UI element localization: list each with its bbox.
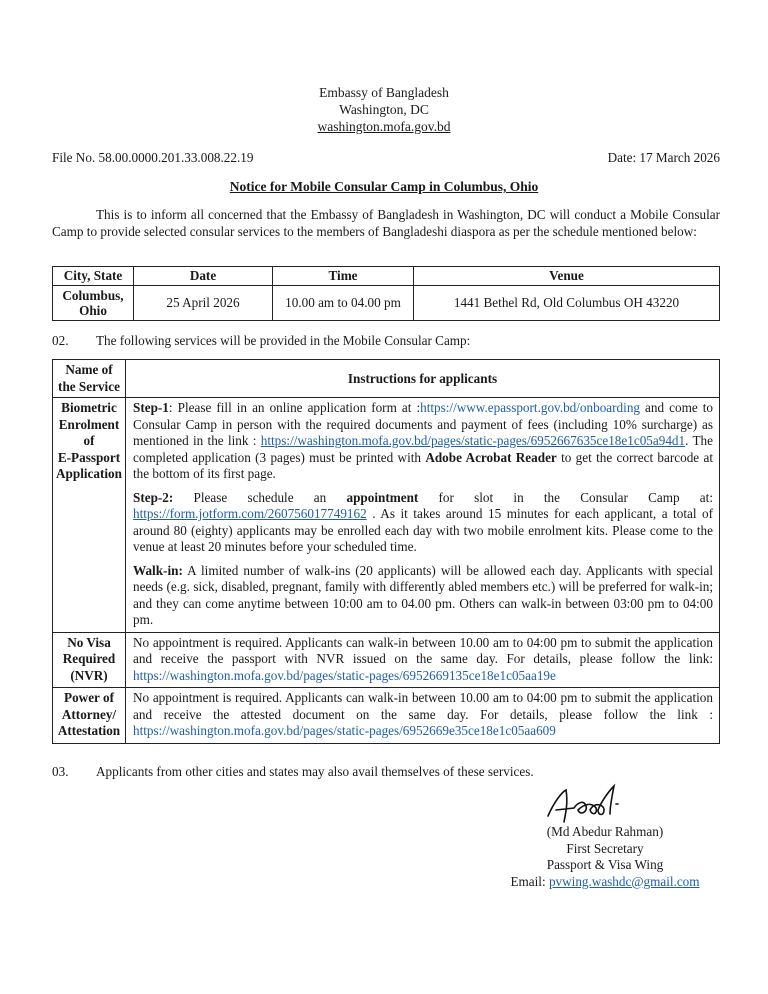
service-name-line: (NVR) — [70, 667, 108, 683]
signatory-title: First Secretary — [566, 840, 644, 856]
step-1-text: to get the correct barcode at the bottom of its first page. — [133, 449, 713, 481]
step-2 — [133, 490, 713, 556]
walk-in — [133, 563, 713, 629]
schedule-table — [52, 266, 720, 321]
service-row-poa — [53, 688, 720, 744]
cell-date: 25 April 2026 — [134, 286, 273, 321]
acrobat-reader-text: Adobe Acrobat Reader — [425, 449, 557, 465]
service-row-epassport — [53, 398, 720, 633]
step-1-text: : Please fill in an online application form at : — [168, 400, 421, 415]
header-service-name: Name of the Service — [53, 360, 126, 398]
signatory-wing: Passport & Visa Wing — [546, 857, 664, 872]
nvr-text: No appointment is required. Applicants can walk-in between 10.00 am to 04:00 pm to submit the application and receive the passport with NVR issued on the same day. For details, please follow the link: — [133, 634, 713, 666]
service-name-line: Attestation — [57, 723, 121, 738]
embassy-website-link[interactable]: washington.mofa.gov.bd — [317, 119, 451, 134]
notice-subject: Notice for Mobile Consular Camp in Columbus, Ohio — [229, 179, 539, 194]
appointment-text: appointment — [346, 489, 419, 505]
service-name-line: Application — [56, 466, 122, 481]
step-2-text: for slot in the Consular Camp at: — [418, 489, 713, 505]
step-1-text: and come to Consular Camp in person with the required documents and payment of fees (including 10% surcharge) as mentioned in the link : — [133, 400, 714, 448]
para-number: 02. — [52, 333, 69, 348]
service-name-poa — [53, 688, 126, 744]
col-time: Time — [273, 267, 414, 286]
service-name-line: Biometric — [61, 400, 117, 415]
step-1 — [133, 400, 713, 483]
instructions-epassport — [126, 398, 720, 633]
step-2-text: Please schedule an — [173, 489, 347, 505]
cell-city: Columbus, Ohio — [53, 286, 134, 321]
service-name-line: Enrolment — [58, 416, 120, 432]
schedule-row — [53, 286, 720, 321]
service-name-line: Attorney/ — [61, 706, 117, 722]
step-1-text: . The completed application (3 pages) must be printed with — [133, 433, 713, 465]
step-2-label: Step-2: — [133, 489, 174, 505]
col-city-state: City, State — [53, 267, 134, 286]
para-number: 03. — [52, 764, 69, 779]
signatory-name: (Md Abedur Rahman) — [546, 824, 664, 839]
paragraph-03 — [52, 764, 534, 780]
para-text: The following services will be provided in the Mobile Consular Camp: — [96, 333, 471, 348]
schedule-header-row — [53, 267, 720, 286]
services-table — [52, 359, 720, 744]
service-name-line: E-Passport — [57, 449, 121, 465]
appointment-form-link[interactable]: https://form.jotform.com/260756017749162 — [133, 506, 367, 521]
file-number: File No. 58.00.0000.201.33.008.22.19 — [52, 150, 254, 165]
instructions-nvr — [126, 632, 720, 688]
header-instructions: Instructions for applicants — [126, 360, 720, 398]
para-text: Applicants from other cities and states may also avail themselves of these services. — [96, 764, 534, 779]
cell-venue: 1441 Bethel Rd, Old Columbus OH 43220 — [414, 286, 720, 321]
signatory-email-line — [490, 874, 720, 891]
poa-text: No appointment is required. Applicants can walk-in between 10.00 am to 04:00 pm to submit the application and receive the attested document on the same day. For details, please follow the link : — [133, 690, 713, 722]
step-1-label: Step-1 — [133, 400, 169, 415]
col-date: Date — [134, 267, 273, 286]
poa-details-link[interactable]: https://washington.mofa.gov.bd/pages/static-pages/6952669e35ce18e1c05aa609 — [133, 723, 556, 738]
service-name-line: Required — [62, 651, 116, 666]
letterhead — [0, 84, 768, 135]
walk-in-label: Walk-in: — [133, 562, 183, 578]
file-date-line — [52, 150, 720, 166]
service-name-line: No Visa — [67, 634, 111, 650]
service-name-epassport — [53, 398, 126, 633]
instructions-poa — [126, 688, 720, 744]
service-name-line: of — [83, 433, 95, 448]
step-2-text: . As it takes around 15 minutes for each applicant, a total of around 80 (eighty) applicants may be enrolled each day with two mobile enrolment kits. Please come to the venue at least 20 minutes before your scheduled time. — [133, 506, 713, 554]
col-venue: Venue — [414, 267, 720, 286]
nvr-details-link[interactable]: https://washington.mofa.gov.bd/pages/static-pages/6952669135ce18e1c05aa19e — [133, 667, 556, 683]
signature-block — [490, 824, 720, 890]
services-header-row — [53, 360, 720, 398]
notice-date: Date: 17 March 2026 — [607, 150, 720, 165]
epassport-onboarding-link[interactable]: https://www.epassport.gov.bd/onboarding — [420, 400, 641, 415]
walk-in-text: A limited number of walk-ins (20 applicants) will be allowed each day. Applicants with special needs (e.g. sick, disabled, pregnant, family with differently abled members etc.) will be preferred for walk-in; and they can come anytime between 10:00 am to 04.00 pm. Others can walk-in between 03:00 pm to 04:00 pm. — [133, 562, 713, 627]
service-name-line: Power of — [64, 690, 114, 705]
cell-time: 10.00 am to 04.00 pm — [273, 286, 414, 321]
service-row-nvr — [53, 632, 720, 688]
embassy-city: Washington, DC — [339, 102, 429, 117]
fees-info-link[interactable]: https://washington.mofa.gov.bd/pages/static-pages/6952667635ce18e1c05a94d1 — [260, 433, 686, 448]
intro-paragraph: This is to inform all concerned that the Embassy of Bangladesh in Washington, DC will conduct a Mobile Consular Camp to provide selected consular services to the members of Bangladeshi diaspora as per the schedule mentioned below: — [52, 207, 720, 239]
email-label: Email: — [510, 873, 549, 889]
embassy-name: Embassy of Bangladesh — [319, 85, 449, 100]
paragraph-02 — [52, 333, 470, 349]
service-name-nvr — [53, 632, 126, 688]
email-link[interactable]: pvwing.washdc@gmail.com — [548, 873, 700, 889]
